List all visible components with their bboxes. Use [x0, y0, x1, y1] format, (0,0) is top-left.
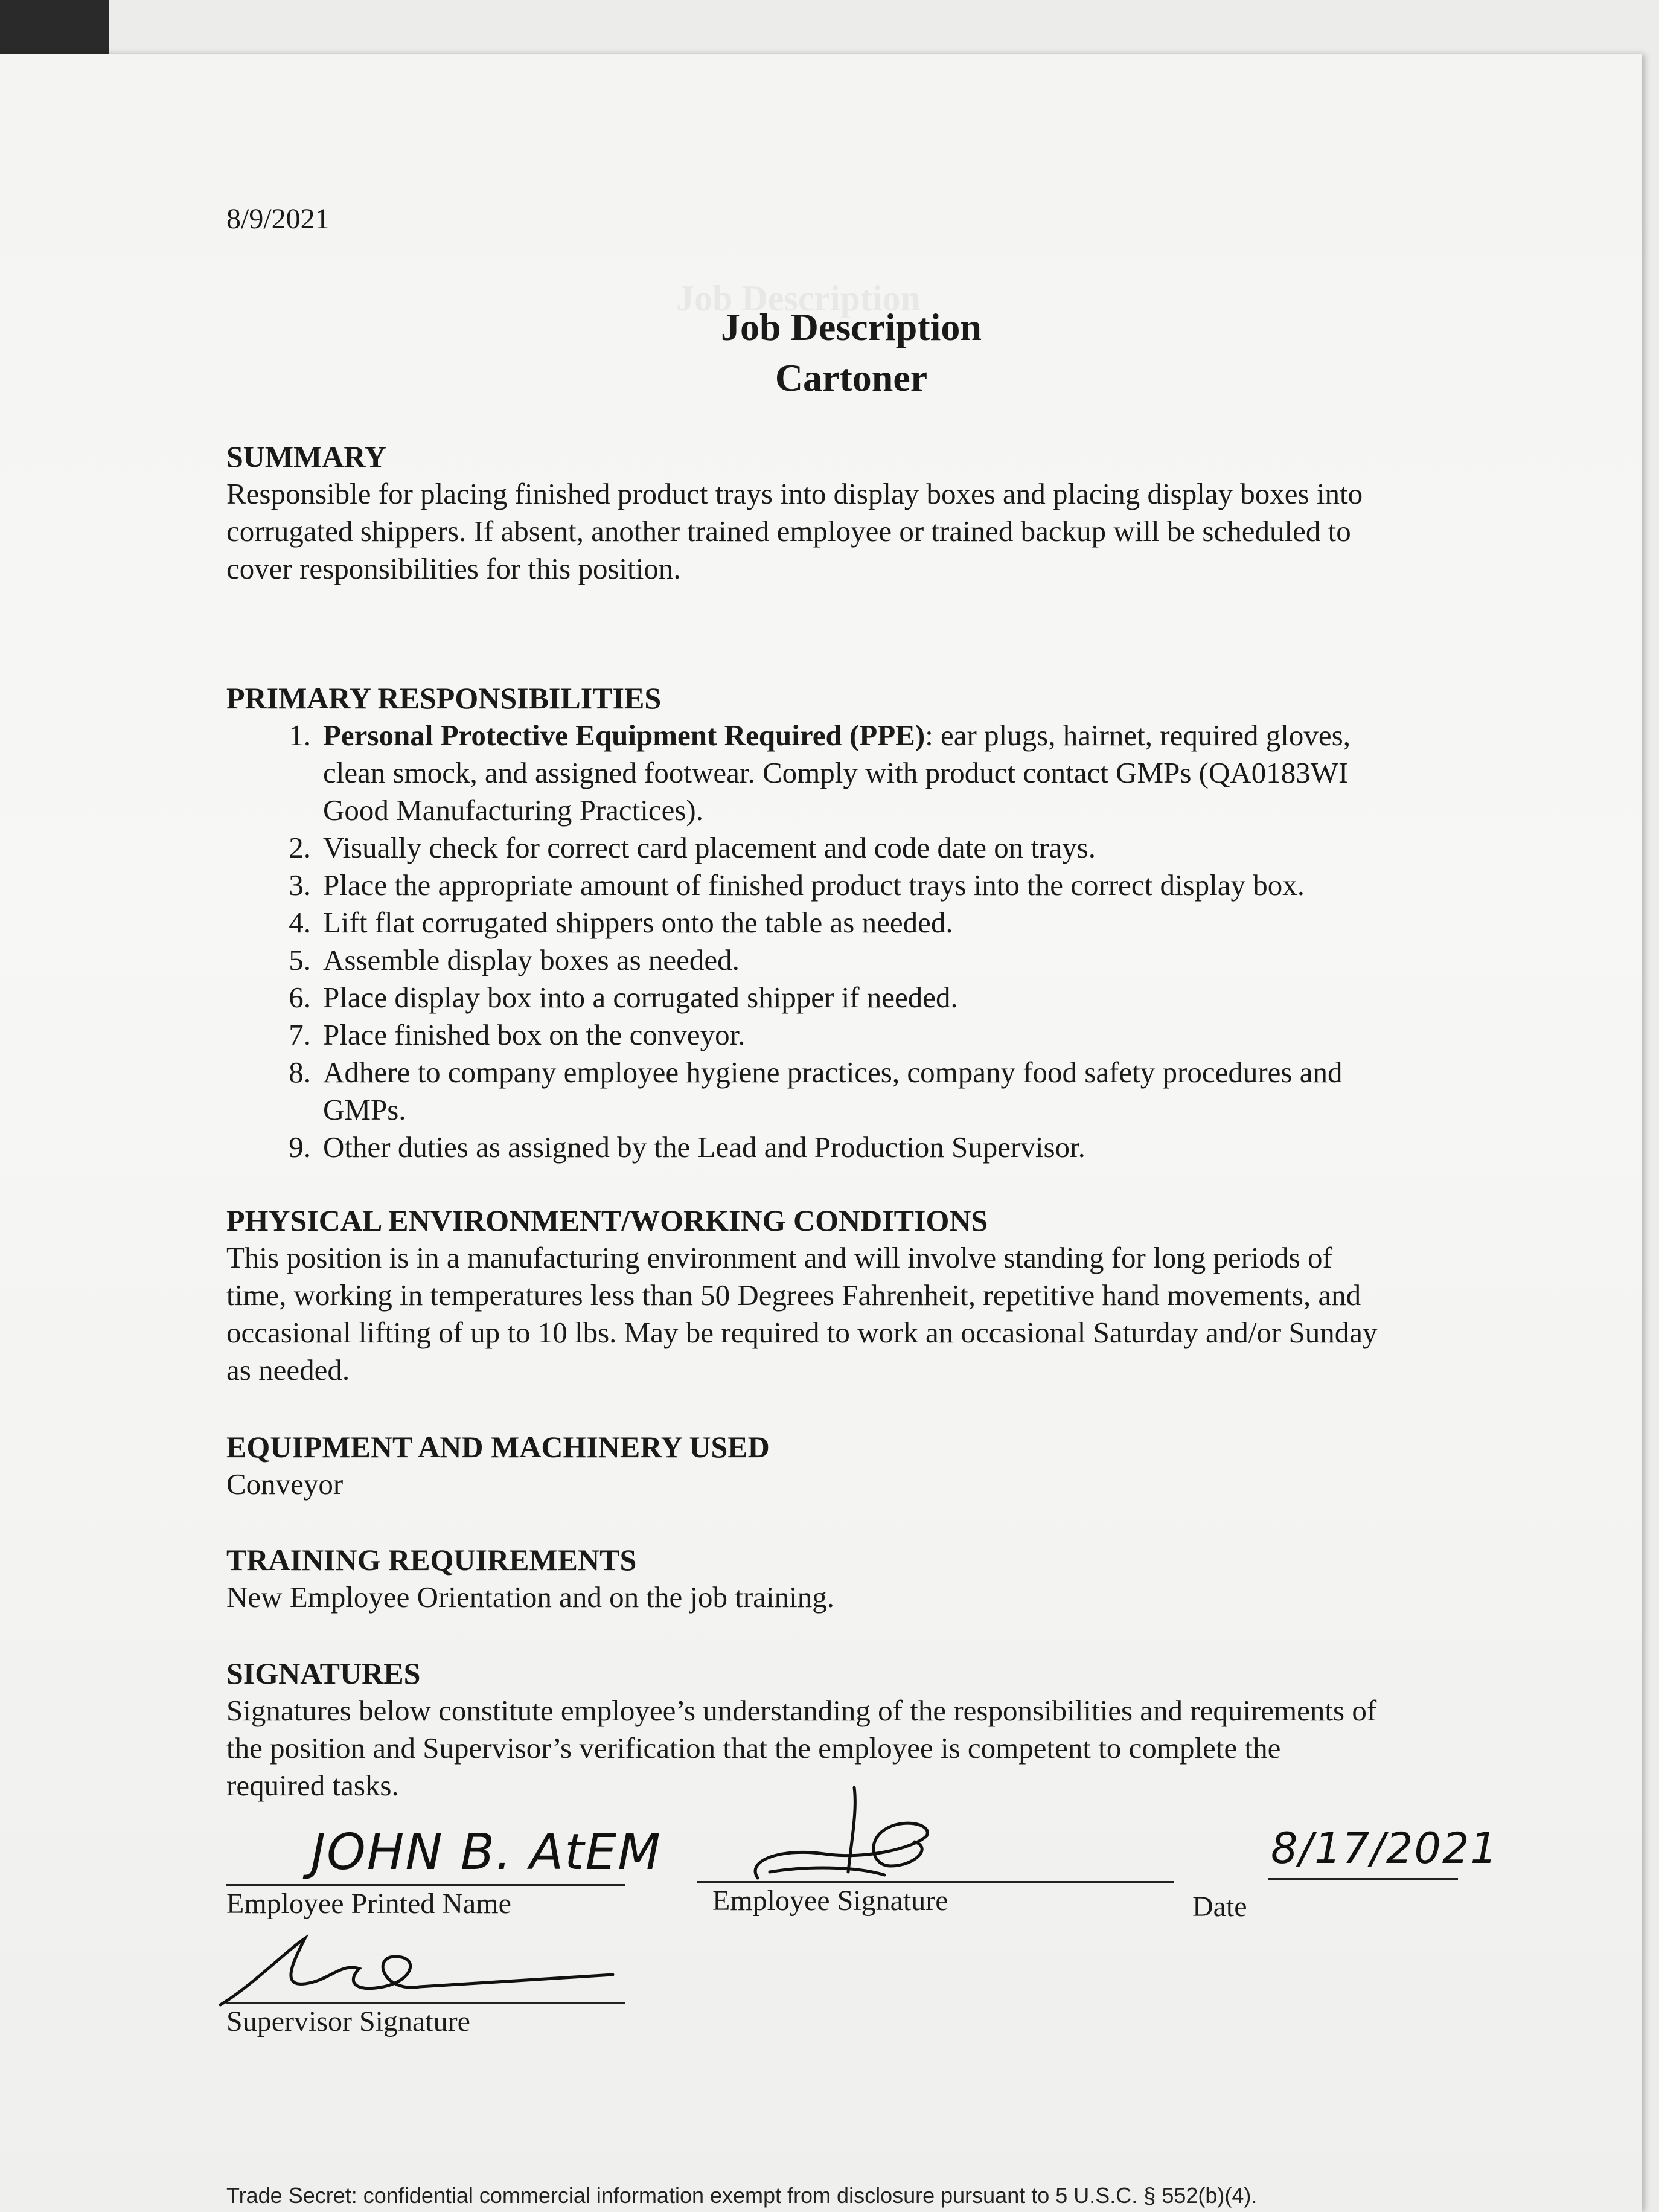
training-text: New Employee Orientation and on the job training. — [226, 1580, 834, 1614]
list-item-text: Assemble display boxes as needed. — [323, 943, 740, 976]
list-item — [289, 829, 1482, 867]
list-item-text: Visually check for correct card placement and code date on trays. — [323, 831, 1096, 864]
employee-name-line — [226, 1884, 625, 1886]
date-line — [1268, 1878, 1458, 1880]
list-item — [289, 941, 1482, 979]
list-item — [289, 1016, 1482, 1054]
employee-signature-line — [697, 1881, 1174, 1883]
responsibilities-list — [226, 717, 1482, 1166]
title-line-position: Cartoner — [775, 356, 928, 399]
list-item-text: : ear plugs, hairnet, required gloves, — [925, 719, 1351, 752]
employee-printed-name-label: Employee Printed Name — [226, 1888, 511, 1920]
list-item-number: 4. — [289, 906, 311, 939]
list-item-text: Good Manufacturing Practices). — [323, 793, 703, 827]
list-item — [289, 1129, 1482, 1166]
list-item-text: Place display box into a corrugated shipper if needed. — [323, 981, 958, 1014]
title-line-job-description: Job Description — [721, 306, 982, 348]
list-item-number: 3. — [289, 868, 311, 902]
trade-secret-footer: Trade Secret: confidential commercial information exempt from disclosure pursuant to 5 U.S.C. § 552(b)(4). — [226, 2183, 1258, 2208]
list-item-number: 9. — [289, 1130, 311, 1164]
physical-environment-section — [226, 1202, 1482, 1389]
summary-section — [226, 438, 1482, 588]
physical-environment-heading: PHYSICAL ENVIRONMENT/WORKING CONDITIONS — [226, 1204, 988, 1237]
supervisor-signature-label: Supervisor Signature — [226, 2005, 470, 2037]
document-page — [0, 54, 1642, 2212]
signature-block — [226, 1824, 1498, 2077]
document-title — [226, 302, 1476, 403]
summary-heading: SUMMARY — [226, 440, 386, 473]
equipment-heading: EQUIPMENT AND MACHINERY USED — [226, 1430, 770, 1464]
signatures-line-1: Signatures below constitute employee’s understanding of the responsibilities and requirements of — [226, 1694, 1377, 1727]
list-item-text: Adhere to company employee hygiene practices, company food safety procedures and — [323, 1056, 1343, 1089]
signatures-line-2: the position and Supervisor’s verification that the employee is competent to complete the — [226, 1731, 1281, 1765]
supervisor-signature-scribble — [202, 1926, 625, 2011]
training-section — [226, 1541, 1482, 1616]
physical-line-4: as needed. — [226, 1353, 350, 1387]
primary-responsibilities-heading: PRIMARY RESPONSIBILITIES — [226, 681, 662, 715]
list-item-text: clean smock, and assigned footwear. Comply with product contact GMPs (QA0183WI — [323, 756, 1349, 789]
bleed-through-text: Job Description — [676, 278, 921, 318]
list-item-number: 1. — [289, 719, 311, 752]
equipment-section — [226, 1428, 1482, 1503]
list-item — [289, 904, 1482, 941]
list-item-text: Lift flat corrugated shippers onto the table as needed. — [323, 906, 953, 939]
list-item-text: Place the appropriate amount of finished product trays into the correct display box. — [323, 868, 1305, 902]
summary-line-1: Responsible for placing finished product trays into display boxes and placing display boxes into — [226, 477, 1363, 510]
training-heading: TRAINING REQUIREMENTS — [226, 1543, 637, 1577]
list-item-number: 7. — [289, 1018, 311, 1051]
list-item — [289, 717, 1482, 829]
list-item-number: 6. — [289, 981, 311, 1014]
signatures-line-3: required tasks. — [226, 1769, 399, 1802]
list-item — [289, 867, 1482, 904]
primary-responsibilities-section — [226, 679, 1482, 1166]
handwritten-date: 8/17/2021 — [1271, 1824, 1498, 1873]
list-item-number: 5. — [289, 943, 311, 976]
supervisor-signature-line — [226, 2002, 625, 2004]
list-item-text: Other duties as assigned by the Lead and Production Supervisor. — [323, 1130, 1085, 1164]
list-item — [289, 979, 1482, 1016]
physical-line-2: time, working in temperatures less than 50 Degrees Fahrenheit, repetitive hand movements, and — [226, 1278, 1361, 1312]
equipment-text: Conveyor — [226, 1467, 344, 1501]
signatures-heading: SIGNATURES — [226, 1656, 421, 1690]
list-item-text: Place finished box on the conveyor. — [323, 1018, 746, 1051]
list-item-number: 2. — [289, 831, 311, 864]
ppe-label: Personal Protective Equipment Required (PPE) — [323, 719, 925, 752]
date-label: Date — [1192, 1891, 1247, 1923]
summary-line-3: cover responsibilities for this position. — [226, 552, 681, 585]
document-date: 8/9/2021 — [226, 203, 330, 235]
physical-line-3: occasional lifting of up to 10 lbs. May be required to work an occasional Saturday and/or Sunday — [226, 1316, 1378, 1349]
list-item — [289, 1054, 1482, 1129]
list-item-number: 8. — [289, 1056, 311, 1089]
list-item-text: GMPs. — [323, 1093, 406, 1126]
physical-line-1: This position is in a manufacturing environment and will involve standing for long periods of — [226, 1241, 1332, 1274]
employee-signature-label: Employee Signature — [712, 1885, 948, 1917]
summary-line-2: corrugated shippers. If absent, another trained employee or trained backup will be scheduled to — [226, 515, 1351, 548]
employee-signature-scribble — [734, 1775, 951, 1896]
handwritten-employee-name: JOHN B. AtEM — [311, 1824, 662, 1881]
